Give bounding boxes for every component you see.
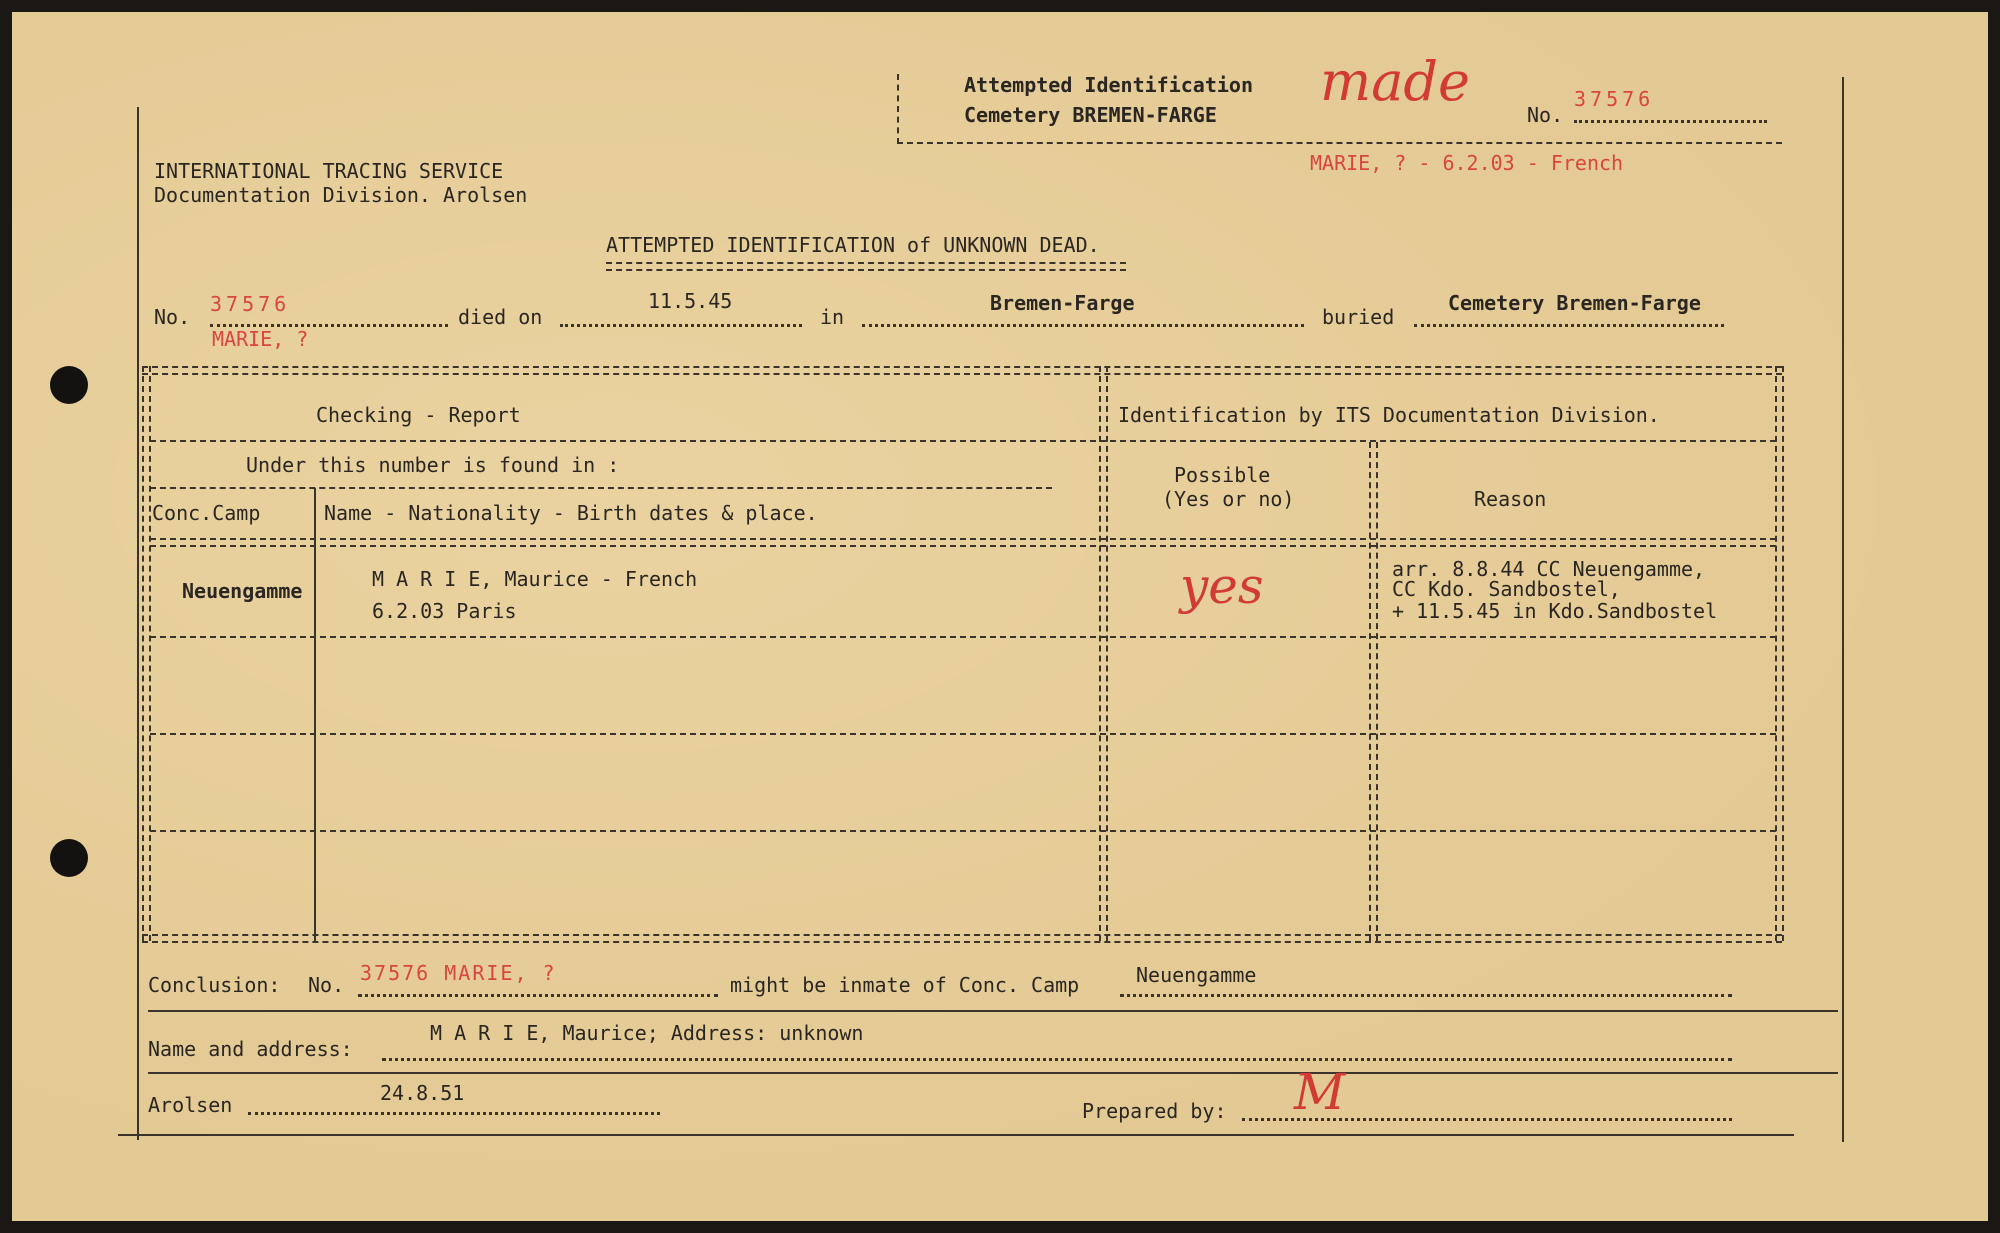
- conclusion-label: Conclusion:: [148, 973, 281, 997]
- conclusion-mid-text: might be inmate of Conc. Camp: [730, 973, 1080, 997]
- row1-camp: Neuengamme: [182, 579, 303, 603]
- prepared-initials: M: [1294, 1063, 1346, 1121]
- name-address-label: Name and address:: [148, 1037, 353, 1061]
- buried-value: Cemetery Bremen-Farge: [1448, 291, 1701, 315]
- org-name: INTERNATIONAL TRACING SERVICE: [154, 159, 504, 183]
- row1-name-line2: 6.2.03 Paris: [372, 599, 517, 623]
- title-underline: [606, 262, 1126, 271]
- stamp-no-dots: [1574, 120, 1767, 123]
- table-right-border: [1775, 366, 1784, 941]
- conclusion-no-dots: [358, 994, 718, 997]
- punch-hole-top: [50, 366, 88, 404]
- table-subheader-rule: [150, 487, 1052, 489]
- checking-report-heading: Checking - Report: [316, 403, 521, 427]
- col-reason-header: Reason: [1474, 487, 1547, 511]
- punch-hole-bottom: [50, 839, 88, 877]
- row1-name-line1: M A R I E, Maurice - French: [372, 567, 698, 591]
- footer-place: Arolsen: [148, 1093, 233, 1117]
- table-row1-rule: [150, 636, 1776, 638]
- stamp-no-label: No.: [1527, 103, 1564, 127]
- col-possible-subheader: (Yes or no): [1162, 487, 1295, 511]
- died-dots: [560, 324, 802, 327]
- table-row3-rule: [150, 830, 1776, 832]
- conclusion-no-label: No.: [308, 973, 345, 997]
- conclusion-rule: [148, 1010, 1838, 1012]
- identification-heading: Identification by ITS Documentation Division.: [1118, 403, 1660, 427]
- stamp-bottom-rule: [897, 142, 1782, 144]
- stamp-no-value: 37576: [1574, 87, 1655, 111]
- conclusion-no-value: 37576 MARIE, ?: [360, 961, 557, 985]
- died-label: died on: [458, 305, 543, 329]
- col-camp-header: Conc.Camp: [152, 501, 261, 525]
- footer-date-dots: [248, 1112, 660, 1115]
- prepared-label: Prepared by:: [1082, 1099, 1227, 1123]
- conclusion-camp-dots: [1120, 994, 1732, 997]
- row1-reason-line1: arr. 8.8.44 CC Neuengamme,: [1392, 557, 1706, 581]
- footer-date: 24.8.51: [380, 1081, 465, 1105]
- buried-label: buried: [1322, 305, 1395, 329]
- page-title: ATTEMPTED IDENTIFICATION of UNKNOWN DEAD.: [606, 233, 1100, 257]
- stamp-line-1: Attempted Identification: [964, 73, 1253, 97]
- table-row2-rule: [150, 733, 1776, 735]
- table-divider-camp: [314, 488, 316, 941]
- table-divider-main: [1099, 366, 1108, 941]
- row1-reason-line2: CC Kdo. Sandbostel,: [1392, 577, 1621, 601]
- org-division: Documentation Division. Arolsen: [154, 183, 528, 207]
- card-left-rule: [137, 107, 139, 1140]
- handwritten-made: made: [1320, 50, 1470, 113]
- table-colhead-rule: [150, 538, 1776, 547]
- table-divider-reason: [1369, 442, 1378, 941]
- in-value: Bremen-Farge: [990, 291, 1135, 315]
- record-no-value: 37576: [210, 292, 291, 316]
- buried-dots: [1414, 324, 1724, 327]
- name-address-value: M A R I E, Maurice; Address: unknown: [430, 1021, 864, 1045]
- document-card: [12, 12, 1988, 1221]
- name-address-dots: [382, 1058, 1732, 1061]
- col-possible-header: Possible: [1174, 463, 1271, 487]
- in-dots: [862, 324, 1304, 327]
- stamp-left-border: [897, 74, 899, 144]
- record-no-label: No.: [154, 305, 191, 329]
- card-right-rule: [1842, 77, 1844, 1142]
- conclusion-camp: Neuengamme: [1136, 963, 1257, 987]
- row1-reason-line3: + 11.5.45 in Kdo.Sandbostel: [1392, 599, 1718, 623]
- table-bottom-border: [142, 934, 1782, 943]
- record-name-note: MARIE, ?: [212, 327, 309, 351]
- in-label: in: [820, 305, 845, 329]
- prepared-dots: [1242, 1118, 1732, 1121]
- stamp-subject: MARIE, ? - 6.2.03 - French: [1310, 151, 1624, 175]
- name-address-rule: [148, 1072, 1838, 1074]
- died-value: 11.5.45: [648, 289, 733, 313]
- table-header-rule: [150, 440, 1776, 442]
- table-top-border: [142, 366, 1782, 375]
- stamp-line-2: Cemetery BREMEN-FARGE: [964, 103, 1217, 127]
- under-number-heading: Under this number is found in :: [246, 453, 620, 477]
- card-bottom-rule: [118, 1134, 1794, 1136]
- row1-possible-handwritten: yes: [1180, 557, 1264, 615]
- table-left-border: [142, 366, 151, 941]
- col-name-header: Name - Nationality - Birth dates & place.: [324, 501, 818, 525]
